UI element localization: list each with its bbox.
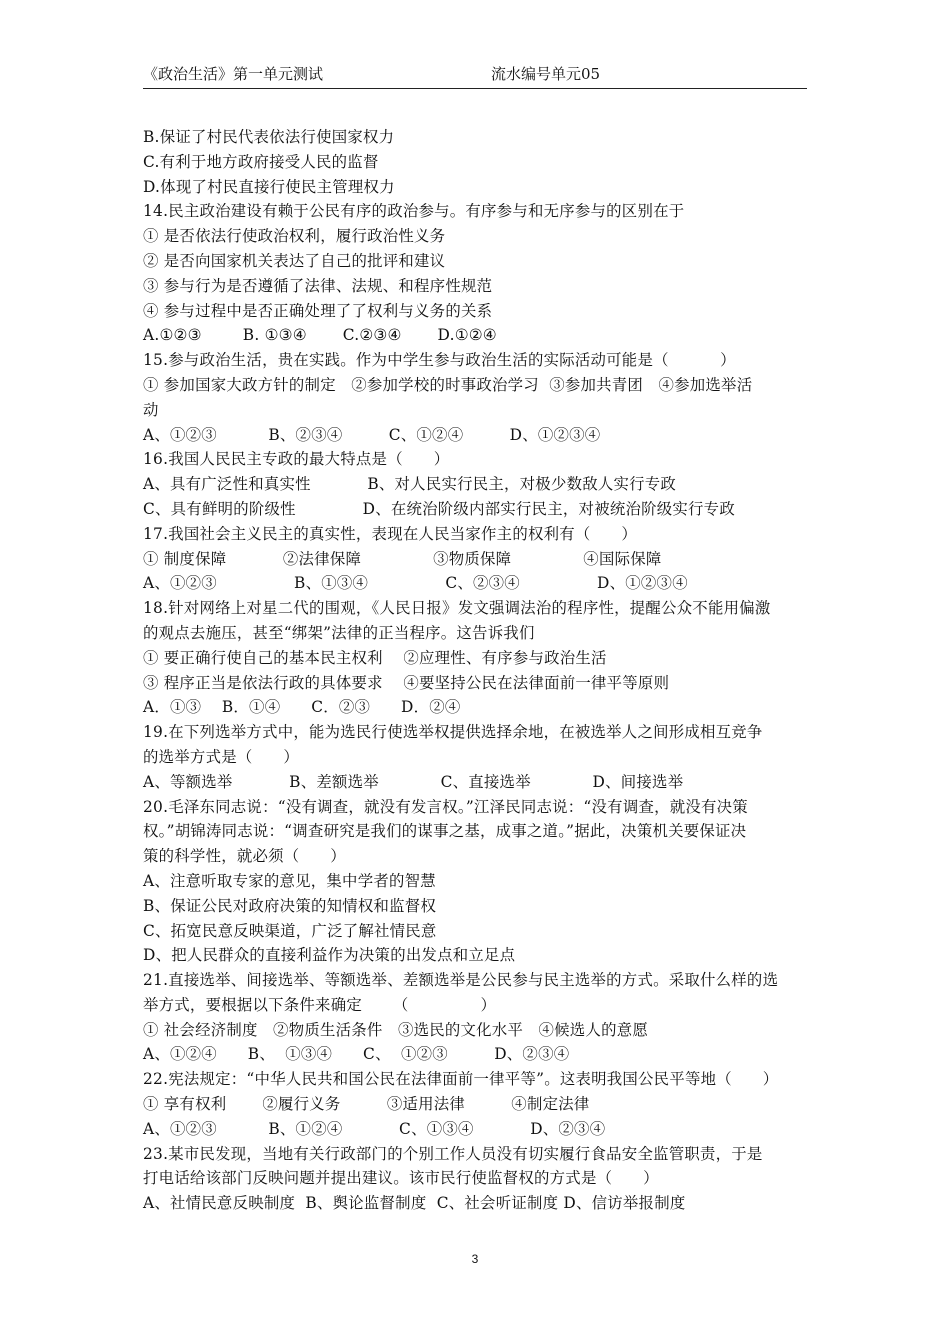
text-line: 打电话给该部门反映问题并提出建议。该市民行使监督权的方式是（ ） (143, 1169, 659, 1188)
header-title: 《政治生活》第一单元测试 (143, 65, 324, 83)
text-line: B.保证了村民代表依法行使国家权力 (143, 128, 395, 146)
question-19: 19.在下列选举方式中，能为选民行使选举权提供选择余地，在被选举人之间形成相互竞争 (143, 723, 763, 742)
text-line: 动 (143, 400, 159, 419)
answer-options: A、①②③ B、①③④ C、②③④ D、①②③④ (143, 574, 688, 593)
text-line: 的观点去施压，甚至“绑架”法律的正当程序。这告诉我们 (143, 623, 535, 642)
text-line: 举方式，要根据以下条件来确定 （ ） (143, 995, 497, 1014)
document-body (143, 125, 809, 1216)
page-number: 3 (471, 1252, 479, 1266)
question-18: 18.针对网络上对星二代的围观，《人民日报》发文强调法治的程序性，提醒公众不能用偏激 (143, 599, 771, 618)
answer-options: A、具有广泛性和真实性 B、对人民实行民主，对极少数敌人实行专政 (143, 475, 677, 494)
question-15: 15.参与政治生活，贵在实践。作为中学生参与政治生活的实际活动可能是（ ） (143, 351, 736, 370)
answer-options: A、社情民意反映制度 B、舆论监督制度 C、社会听证制度 D、信访举报制度 (143, 1194, 686, 1213)
question-14: 14.民主政治建设有赖于公民有序的政治参与。有序参与和无序参与的区别在于 (143, 202, 685, 221)
question-22: 22.宪法规定：“中华人民共和国公民在法律面前一律平等”。这表明我国公民平等地（ ） (143, 1070, 779, 1089)
answer-option: D、把人民群众的直接利益作为决策的出发点和立足点 (143, 946, 516, 965)
answer-option: C、拓宽民意反映渠道，广泛了解社情民意 (143, 921, 437, 940)
text-line: ① 要正确行使自己的基本民主权利 ②应理性、有序参与政治生活 (143, 648, 607, 667)
text-line: 的选举方式是（ ） (143, 747, 299, 766)
text-line: C.有利于地方政府接受人民的监督 (143, 152, 379, 171)
text-line: ① 参加国家大政方针的制定 ②参加学校的时事政治学习 ③参加共青团 ④参加选举活 (143, 375, 753, 394)
text-line: 策的科学性，就必须（ ） (143, 847, 346, 866)
text-line: D.体现了村民直接行使民主管理权力 (143, 177, 395, 196)
text-line: ③ 参与行为是否遵循了法律、法规、和程序性规范 (143, 276, 493, 295)
answer-options: A、等额选举 B、差额选举 C、直接选举 D、间接选举 (143, 772, 684, 791)
answer-options: C、具有鲜明的阶级性 D、在统治阶级内部实行民主，对被统治阶级实行专政 (143, 499, 735, 518)
text-line: 权。”胡锦涛同志说：“调查研究是我们的谋事之基，成事之道。”据此，决策机关要保证决 (143, 822, 747, 841)
text-line: ① 是否依法行使政治权利，履行政治性义务 (143, 227, 446, 246)
text-line: ③ 程序正当是依法行政的具体要求 ④要坚持公民在法律面前一律平等原则 (143, 673, 670, 692)
header-serial: 流水编号单元05 (491, 65, 601, 83)
question-17: 17.我国社会主义民主的真实性，表现在人民当家作主的权利有（ ） (143, 524, 638, 543)
answer-option: A、注意听取专家的意见，集中学者的智慧 (143, 871, 436, 890)
answer-options: A．①③ B．①④ C．②③ D．②④ (143, 698, 461, 717)
answer-options: A、①②③ B、②③④ C、①②④ D、①②③④ (143, 425, 601, 444)
text-line: ① 制度保障 ②法律保障 ③物质保障 ④国际保障 (143, 549, 662, 568)
question-16: 16.我国人民民主专政的最大特点是（ ） (143, 450, 450, 469)
question-21: 21.直接选举、间接选举、等额选举、差额选举是公民参与民主选举的方式。采取什么样的选 (143, 971, 779, 990)
question-20: 20.毛泽东同志说：“没有调查，就没有发言权。”江泽民同志说：“没有调查，就没有决策 (143, 797, 748, 816)
answer-options: A、①②③ B、①②④ C、①③④ D、②③④ (143, 1119, 606, 1138)
question-23: 23.某市民发现，当地有关行政部门的个别工作人员没有切实履行食品安全监管职责，于是 (143, 1144, 763, 1163)
page-header (143, 64, 807, 89)
answer-options: A、①②④ B、 ①③④ C、 ①②③ D、②③④ (143, 1045, 570, 1064)
answer-option: B、保证公民对政府决策的知情权和监督权 (143, 896, 437, 915)
text-line: ① 享有权利 ②履行义务 ③适用法律 ④制定法律 (143, 1095, 590, 1114)
text-line: ④ 参与过程中是否正确处理了了权利与义务的关系 (143, 301, 493, 320)
text-line: ① 社会经济制度 ②物质生活条件 ③选民的文化水平 ④候选人的意愿 (143, 1020, 649, 1039)
text-line: ② 是否向国家机关表达了自己的批评和建议 (143, 251, 446, 270)
answer-options: A.①②③ B. ①③④ C.②③④ D.①②④ (143, 326, 497, 345)
